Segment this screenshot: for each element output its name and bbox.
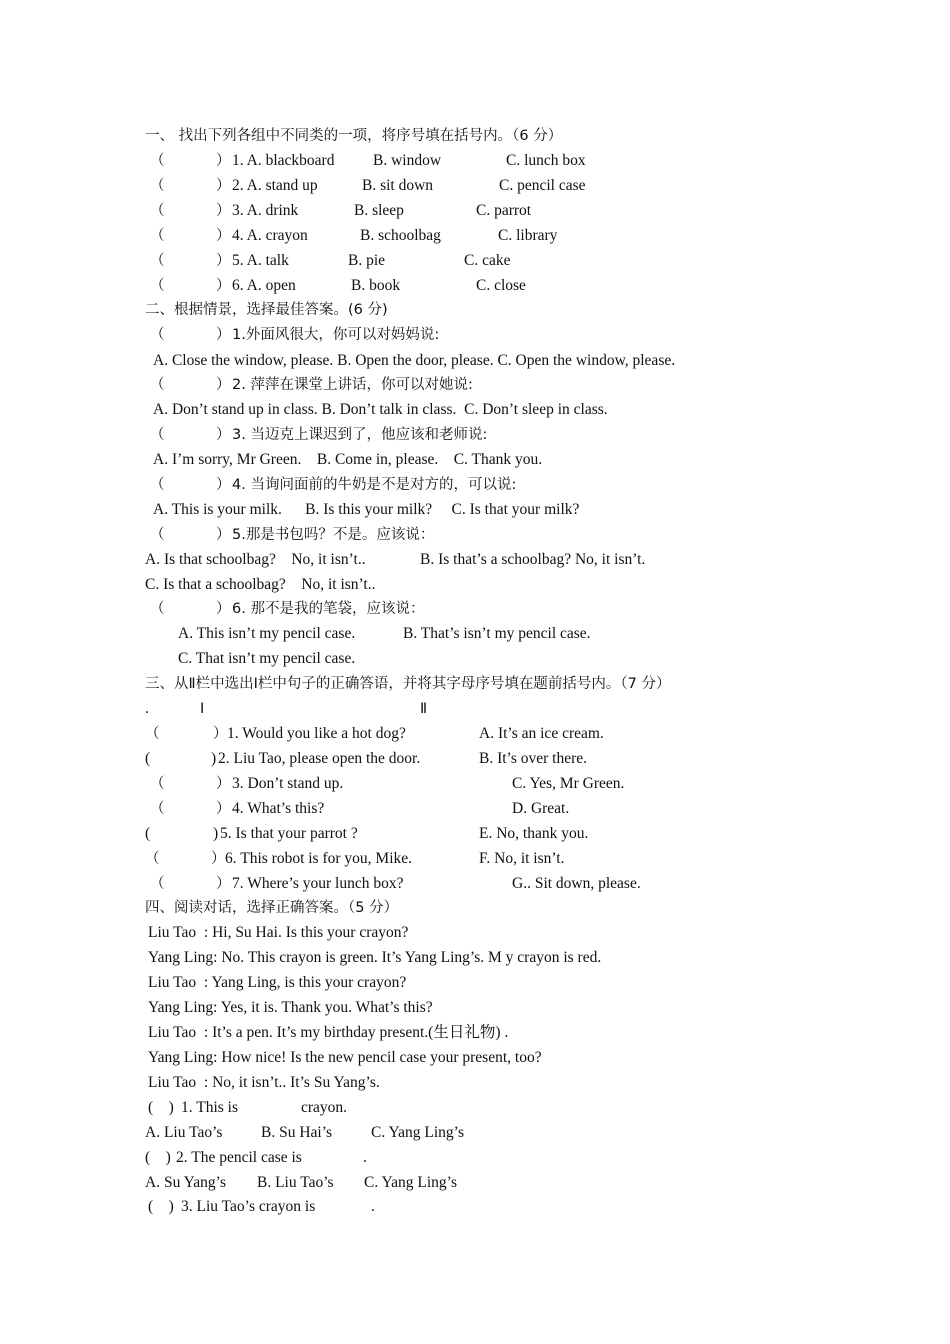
section4-question-1 bbox=[148, 1098, 548, 1118]
dialogue-line: Liu Tao : Hi, Su Hai. Is this your crayon? bbox=[148, 924, 409, 941]
section2-q3-options: A. I’m sorry, Mr Green. B. Come in, please. C. Thank you. bbox=[153, 451, 543, 468]
option-b: B. window bbox=[373, 152, 442, 169]
section1-item-3 bbox=[150, 201, 790, 221]
question-text: 5.那是书包吗？不是。应该说： bbox=[232, 527, 435, 543]
question-stem: 2. The pencil case is bbox=[176, 1149, 302, 1166]
column-2-answer: G.. Sit down, please. bbox=[512, 875, 641, 892]
question-tail: . bbox=[363, 1149, 367, 1166]
answer-paren: ( ) bbox=[145, 1149, 171, 1166]
column-1-sentence: 1. Would you like a hot dog? bbox=[227, 725, 406, 742]
section2-question-1 bbox=[150, 325, 790, 345]
column-2-answer: C. Yes, Mr Green. bbox=[512, 775, 625, 792]
section3-row-1 bbox=[145, 724, 785, 744]
option-b: B. That’s isn’t my pencil case. bbox=[403, 625, 591, 642]
question-stem: 3. Liu Tao’s crayon is bbox=[181, 1198, 316, 1215]
section2-question-3 bbox=[150, 425, 790, 445]
section4-heading: 四、阅读对话，选择正确答案。（5 分） bbox=[145, 900, 399, 916]
question-text: 2. 萍萍在课堂上讲话，你可以对她说: bbox=[232, 377, 473, 393]
answer-paren-close: ） bbox=[216, 178, 231, 194]
section3-heading: 三、从Ⅱ栏中选出Ⅰ栏中句子的正确答语，并将其字母序号填在题前括号内。（7 分） bbox=[145, 676, 671, 692]
answer-paren-close: ） bbox=[216, 327, 231, 343]
section1-heading: 一、 找出下列各组中不同类的一项，将序号填在括号内。（6 分） bbox=[145, 128, 563, 144]
option-c: C. lunch box bbox=[506, 152, 586, 169]
option-a: A. Su Yang’s bbox=[145, 1174, 226, 1191]
option-a: A. Liu Tao’s bbox=[145, 1124, 223, 1141]
answer-paren-open: （ bbox=[145, 851, 160, 867]
column-1-sentence: 7. Where’s your lunch box? bbox=[232, 875, 404, 892]
section1-item-5 bbox=[150, 251, 790, 271]
section3-row-7 bbox=[150, 874, 790, 894]
answer-paren-open: （ bbox=[150, 153, 165, 169]
option-b: B. book bbox=[351, 277, 401, 294]
option-a: 3. A. drink bbox=[232, 202, 299, 219]
question-tail: crayon. bbox=[301, 1099, 348, 1116]
answer-paren-open: ( bbox=[145, 750, 151, 767]
answer-paren-open: （ bbox=[150, 377, 165, 393]
column-2-answer: A. It’s an ice cream. bbox=[479, 725, 604, 742]
section3-row-3 bbox=[150, 774, 790, 794]
option-c: C. close bbox=[476, 277, 526, 294]
section2-q4-options: A. This is your milk. B. Is this your milk? C. Is that your milk? bbox=[153, 501, 580, 518]
section2-question-2 bbox=[150, 375, 790, 395]
dialogue-line: Yang Ling: How nice! Is the new pencil case your present, too? bbox=[148, 1049, 542, 1066]
answer-paren-open: （ bbox=[150, 253, 165, 269]
option-c: C. parrot bbox=[476, 202, 532, 219]
answer-paren-close: ） bbox=[213, 726, 228, 742]
option-b: B. schoolbag bbox=[360, 227, 441, 244]
answer-paren-close: ） bbox=[216, 377, 231, 393]
answer-paren-close: ） bbox=[216, 253, 231, 269]
answer-paren-open: （ bbox=[150, 203, 165, 219]
answer-paren-open: （ bbox=[150, 801, 165, 817]
dialogue-line: Yang Ling: Yes, it is. Thank you. What’s this? bbox=[148, 999, 433, 1016]
answer-paren-close: ） bbox=[211, 851, 226, 867]
option-a: A. This isn’t my pencil case. bbox=[178, 625, 356, 642]
column-1-header: Ⅰ bbox=[200, 701, 205, 717]
column-2-answer: E. No, thank you. bbox=[479, 825, 589, 842]
question-text: 4. 当询问面前的牛奶是不是对方的，可以说: bbox=[232, 477, 517, 493]
column-1-sentence: 2. Liu Tao, please open the door. bbox=[218, 750, 421, 767]
section2-heading: 二、根据情景，选择最佳答案。(6 分) bbox=[145, 302, 388, 318]
answer-paren-close: ） bbox=[216, 153, 231, 169]
column-1-sentence: 6. This robot is for you, Mike. bbox=[225, 850, 412, 867]
section2-q5-options-row bbox=[145, 550, 785, 570]
answer-paren-open: ( bbox=[145, 825, 151, 842]
option-a: 4. A. crayon bbox=[232, 227, 308, 244]
section3-column-headers bbox=[145, 699, 545, 719]
section4-q2-options bbox=[145, 1173, 645, 1193]
option-c: C. cake bbox=[464, 252, 511, 269]
answer-paren-open: （ bbox=[150, 477, 165, 493]
section2-question-5 bbox=[150, 525, 790, 545]
column-2-header: Ⅱ bbox=[420, 701, 428, 717]
section2-question-6 bbox=[150, 599, 790, 619]
question-text: 1.外面风很大，你可以对妈妈说: bbox=[232, 327, 440, 343]
section2-question-4 bbox=[150, 475, 790, 495]
option-c: C. library bbox=[498, 227, 558, 244]
section3-row-2 bbox=[145, 749, 785, 769]
column-2-answer: B. It’s over there. bbox=[479, 750, 588, 767]
section2-q2-options: A. Don’t stand up in class. B. Don’t talk in class. C. Don’t sleep in class. bbox=[153, 401, 608, 418]
section1-item-4 bbox=[150, 226, 790, 246]
option-a: A. Is that schoolbag? No, it isn’t.. bbox=[145, 551, 366, 568]
option-b: B. sit down bbox=[362, 177, 434, 194]
dialogue-line: Liu Tao : No, it isn’t.. It’s Su Yang’s. bbox=[148, 1074, 380, 1091]
dialogue-line: Liu Tao : Yang Ling, is this your crayon? bbox=[148, 974, 407, 991]
answer-paren-open: （ bbox=[150, 776, 165, 792]
question-tail: . bbox=[371, 1198, 375, 1215]
section4-question-3 bbox=[148, 1197, 548, 1217]
answer-paren-open: （ bbox=[150, 876, 165, 892]
answer-paren-close: ） bbox=[216, 801, 231, 817]
answer-paren-close: ） bbox=[216, 203, 231, 219]
column-2-answer: F. No, it isn’t. bbox=[479, 850, 565, 867]
answer-paren-close: ） bbox=[216, 601, 231, 617]
answer-paren: ( ) bbox=[148, 1099, 174, 1116]
answer-paren-close: ） bbox=[216, 228, 231, 244]
option-b: B. sleep bbox=[354, 202, 404, 219]
option-a: 2. A. stand up bbox=[232, 177, 318, 194]
dialogue-line: Liu Tao : It’s a pen. It’s my birthday present.(生日礼物) . bbox=[148, 1024, 509, 1041]
section1-item-1 bbox=[150, 151, 790, 171]
answer-paren-close: ) bbox=[211, 750, 217, 767]
answer-paren-open: （ bbox=[150, 327, 165, 343]
answer-paren-open: （ bbox=[145, 726, 160, 742]
dialogue-line: Yang Ling: No. This crayon is green. It’s Yang Ling’s. M y crayon is red. bbox=[148, 949, 602, 966]
section2-q5-option-c: C. Is that a schoolbag? No, it isn’t.. bbox=[145, 576, 376, 593]
section3-row-5 bbox=[145, 824, 785, 844]
answer-paren-close: ） bbox=[216, 876, 231, 892]
answer-paren-close: ) bbox=[213, 825, 219, 842]
option-b: B. Is that’s a schoolbag? No, it isn’t. bbox=[420, 551, 646, 568]
answer-paren-open: （ bbox=[150, 527, 165, 543]
option-a: 1. A. blackboard bbox=[232, 152, 335, 169]
column-2-answer: D. Great. bbox=[512, 800, 570, 817]
section4-question-2 bbox=[145, 1148, 545, 1168]
answer-paren-close: ） bbox=[216, 427, 231, 443]
answer-paren: ( ) bbox=[148, 1198, 174, 1215]
question-text: 3. 当迈克上课迟到了，他应该和老师说: bbox=[232, 427, 488, 443]
option-a: 5. A. talk bbox=[232, 252, 289, 269]
column-dot: . bbox=[145, 700, 149, 717]
section4-q1-options bbox=[145, 1123, 645, 1143]
section1-item-2 bbox=[150, 176, 790, 196]
option-c: C. Yang Ling’s bbox=[364, 1174, 458, 1191]
option-a: 6. A. open bbox=[232, 277, 296, 294]
answer-paren-close: ） bbox=[216, 477, 231, 493]
section3-row-6 bbox=[145, 849, 785, 869]
option-c: C. pencil case bbox=[499, 177, 586, 194]
answer-paren-close: ） bbox=[216, 278, 231, 294]
column-1-sentence: 3. Don’t stand up. bbox=[232, 775, 344, 792]
option-c: C. Yang Ling’s bbox=[371, 1124, 465, 1141]
answer-paren-open: （ bbox=[150, 427, 165, 443]
answer-paren-open: （ bbox=[150, 278, 165, 294]
column-1-sentence: 5. Is that your parrot ? bbox=[220, 825, 358, 842]
column-1-sentence: 4. What’s this? bbox=[232, 800, 325, 817]
option-b: B. pie bbox=[348, 252, 386, 269]
section2-q6-option-c: C. That isn’t my pencil case. bbox=[178, 650, 356, 667]
answer-paren-open: （ bbox=[150, 601, 165, 617]
section2-q6-options-row bbox=[178, 624, 778, 644]
answer-paren-close: ） bbox=[216, 776, 231, 792]
option-b: B. Su Hai’s bbox=[261, 1124, 333, 1141]
section2-q1-options: A. Close the window, please. B. Open the door, please. C. Open the window, please. bbox=[153, 352, 676, 369]
section1-item-6 bbox=[150, 276, 790, 296]
question-stem: 1. This is bbox=[181, 1099, 238, 1116]
answer-paren-open: （ bbox=[150, 178, 165, 194]
question-text: 6. 那不是我的笔袋，应该说： bbox=[232, 601, 425, 617]
option-b: B. Liu Tao’s bbox=[257, 1174, 334, 1191]
answer-paren-open: （ bbox=[150, 228, 165, 244]
answer-paren-close: ） bbox=[216, 527, 231, 543]
section3-row-4 bbox=[150, 799, 790, 819]
